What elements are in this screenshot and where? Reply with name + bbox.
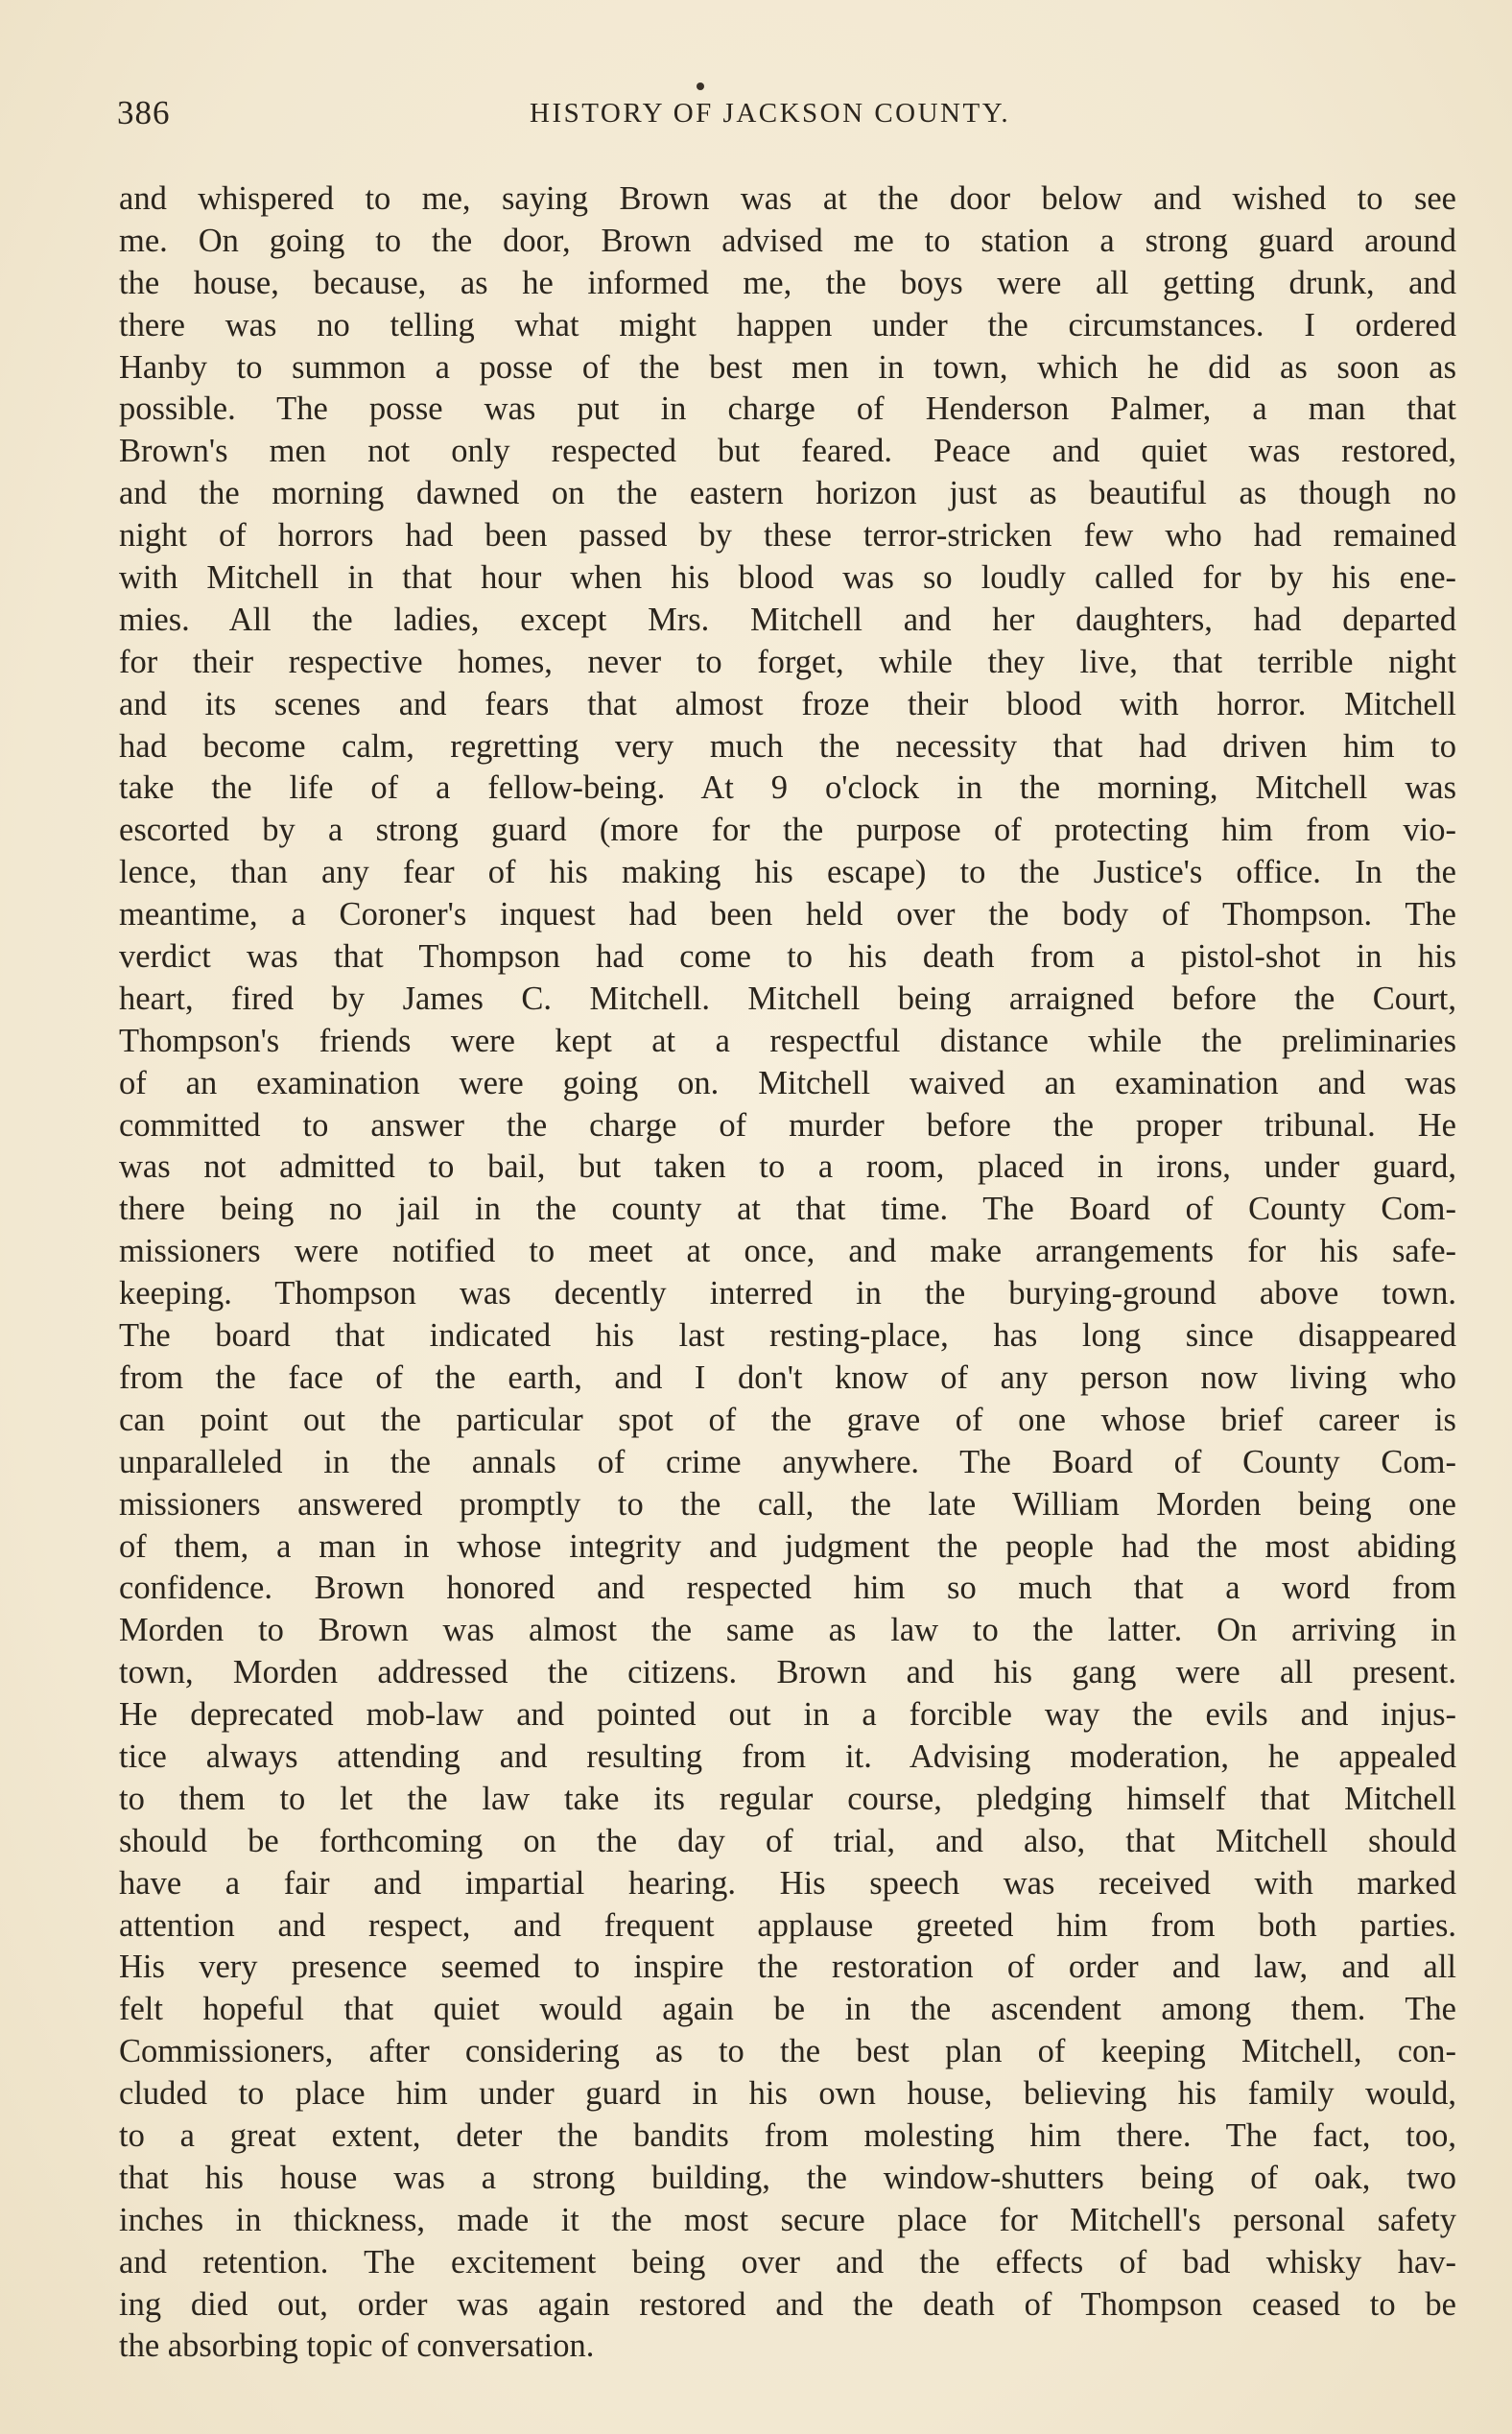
text-line: that his house was a strong building, the window-shutters being of oak, two <box>119 2159 1456 2196</box>
text-line: and whispered to me, saying Brown was at the door below and wished to see <box>119 180 1456 217</box>
text-line: night of horrors had been passed by these terror-stricken few who had remained <box>119 517 1456 555</box>
text-line: committed to answer the charge of murder before the proper tribunal. He <box>119 1106 1456 1144</box>
text-line: The board that indicated his last resting-place, has long since disappeared <box>119 1317 1456 1355</box>
text-line: Hanby to summon a posse of the best men in town, which he did as soon as <box>119 348 1456 386</box>
text-line: town, Morden addressed the citizens. Brown and his gang were all present. <box>119 1654 1456 1691</box>
text-line: there was no telling what might happen under the circumstances. I ordered <box>119 306 1456 343</box>
text-line: of an examination were going on. Mitchell waived an examination and was <box>119 1064 1456 1101</box>
text-line: and its scenes and fears that almost froze their blood with horror. Mitchell <box>119 685 1456 722</box>
text-line: should be forthcoming on the day of trial, and also, that Mitchell should <box>119 1822 1456 1859</box>
text-line: Morden to Brown was almost the same as law to the latter. On arriving in <box>119 1612 1456 1649</box>
text-line: the house, because, as he informed me, the boys were all getting drunk, and <box>119 264 1456 301</box>
text-line: lence, than any fear of his making his escape) to the Justice's office. In the <box>119 854 1456 891</box>
ink-speck <box>697 83 704 90</box>
text-line: the absorbing topic of conversation. <box>119 2328 595 2365</box>
page-number: 386 <box>117 94 171 131</box>
text-line: meantime, a Coroner's inquest had been held over the body of Thompson. The <box>119 896 1456 933</box>
text-line: can point out the particular spot of the grave of one whose brief career is <box>119 1401 1456 1438</box>
text-line: take the life of a fellow-being. At 9 o'clock in the morning, Mitchell was <box>119 769 1456 807</box>
text-line: keeping. Thompson was decently interred in the burying-ground above town. <box>119 1275 1456 1312</box>
text-line: felt hopeful that quiet would again be in the ascendent among them. The <box>119 1991 1456 2028</box>
text-line: possible. The posse was put in charge of Henderson Palmer, a man that <box>119 390 1456 428</box>
page-header <box>117 94 1460 142</box>
text-line: Thompson's friends were kept at a respectful distance while the preliminaries <box>119 1022 1456 1059</box>
text-line: tice always attending and resulting from it. Advising moderation, he appealed <box>119 1737 1456 1775</box>
text-line: there being no jail in the county at that time. The Board of County Com- <box>119 1191 1456 1228</box>
text-line: of them, a man in whose integrity and judgment the people had the most abiding <box>119 1527 1456 1565</box>
text-line: Brown's men not only respected but feared. Peace and quiet was restored, <box>119 433 1456 470</box>
text-line: was not admitted to bail, but taken to a room, placed in irons, under guard, <box>119 1148 1456 1186</box>
text-line: and retention. The excitement being over and the effects of bad whisky hav- <box>119 2243 1456 2280</box>
text-line: inches in thickness, made it the most secure place for Mitchell's personal safety <box>119 2201 1456 2238</box>
text-line: have a fair and impartial hearing. His speech was received with marked <box>119 1864 1456 1902</box>
text-line: me. On going to the door, Brown advised me to station a strong guard around <box>119 222 1456 259</box>
running-title: HISTORY OF JACKSON COUNTY. <box>530 98 1011 129</box>
text-line: cluded to place him under guard in his own house, believing his family would, <box>119 2075 1456 2113</box>
text-line: with Mitchell in that hour when his blood was so loudly called for by his ene- <box>119 559 1456 597</box>
text-line: to them to let the law take its regular course, pledging himself that Mitchell <box>119 1780 1456 1817</box>
text-line: Commissioners, after considering as to the best plan of keeping Mitchell, con- <box>119 2033 1456 2070</box>
text-line: missioners were notified to meet at once, and make arrangements for his safe- <box>119 1233 1456 1270</box>
text-line: attention and respect, and frequent applause greeted him from both parties. <box>119 1906 1456 1944</box>
text-line: had become calm, regretting very much the necessity that had driven him to <box>119 727 1456 765</box>
text-line: missioners answered promptly to the call, the late William Morden being one <box>119 1485 1456 1523</box>
text-line: for their respective homes, never to forget, while they live, that terrible night <box>119 643 1456 680</box>
text-line: unparalleled in the annals of crime anywhere. The Board of County Com- <box>119 1443 1456 1480</box>
text-line: heart, fired by James C. Mitchell. Mitchell being arraigned before the Court, <box>119 980 1456 1017</box>
text-line: mies. All the ladies, except Mrs. Mitchell and her daughters, had departed <box>119 601 1456 638</box>
text-line: to a great extent, deter the bandits from molesting him there. The fact, too, <box>119 2116 1456 2154</box>
text-line: and the morning dawned on the eastern horizon just as beautiful as though no <box>119 475 1456 512</box>
text-line: He deprecated mob-law and pointed out in a forcible way the evils and injus- <box>119 1696 1456 1734</box>
text-line: from the face of the earth, and I don't know of any person now living who <box>119 1359 1456 1396</box>
text-line: ing died out, order was again restored and the death of Thompson ceased to be <box>119 2285 1456 2323</box>
text-line: verdict was that Thompson had come to his death from a pistol-shot in his <box>119 938 1456 976</box>
text-line: confidence. Brown honored and respected him so much that a word from <box>119 1570 1456 1607</box>
body-text <box>119 178 1456 2368</box>
text-line: escorted by a strong guard (more for the purpose of protecting him from vio- <box>119 812 1456 849</box>
text-line: His very presence seemed to inspire the restoration of order and law, and all <box>119 1949 1456 1986</box>
